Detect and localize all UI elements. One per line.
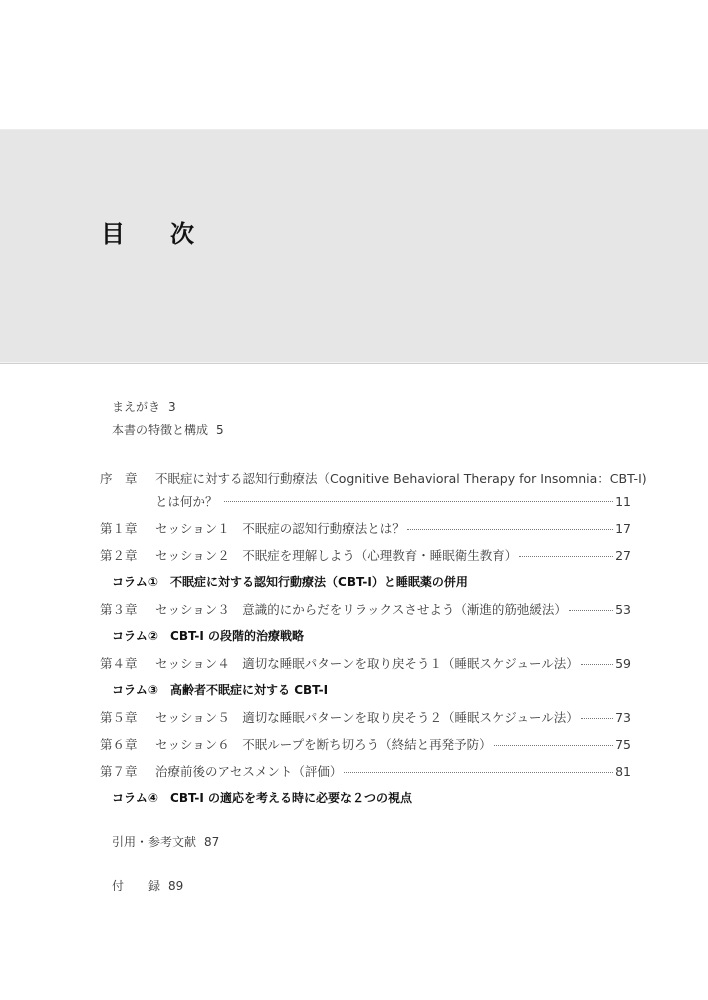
dot-leader [344, 772, 613, 773]
toc-entry-features[interactable] [112, 421, 224, 438]
chapter-title: セッション６ 不眠ループを断ち切ろう（終結と再発予防） [155, 737, 492, 752]
chapter-label: 第５章 [100, 710, 138, 725]
dot-leader [519, 556, 613, 557]
page-number: 27 [615, 548, 631, 563]
chapter-title: セッション２ 不眠症を理解しよう（心理教育・睡眠衛生教育） [155, 548, 518, 563]
entry-title: 付 録 [112, 879, 161, 893]
chapter-title: セッション５ 適切な睡眠パターンを取り戻そう２（睡眠スケジュール法） [155, 710, 579, 725]
entry-title: まえがき [112, 400, 161, 414]
chapter-title: セッション４ 適切な睡眠パターンを取り戻そう１（睡眠スケジュール法） [155, 656, 579, 671]
column-label: コラム③ [112, 683, 159, 697]
toc-column-2[interactable] [112, 627, 304, 644]
column-title: 高齢者不眠症に対する CBT-I [170, 683, 329, 697]
chapter-label: 序 章 [100, 471, 138, 486]
toc-entry-prologue-cont[interactable] [155, 492, 631, 510]
entry-title: 本書の特徴と構成 [112, 423, 209, 437]
chapter-label: 第４章 [100, 656, 138, 671]
toc-entry-appendix[interactable] [112, 877, 183, 894]
chapter-label: 第７章 [100, 764, 138, 779]
toc-entry-preface[interactable] [112, 398, 176, 415]
chapter-title: セッション１ 不眠症の認知行動療法とは？ [155, 521, 405, 536]
column-title: CBT-I の適応を考える時に必要な２つの視点 [170, 791, 413, 805]
dot-leader [494, 745, 613, 746]
chapter-label: 第６章 [100, 737, 138, 752]
page-number: 11 [615, 494, 631, 509]
column-title: 不眠症に対する認知行動療法（CBT-I）と睡眠薬の併用 [170, 575, 468, 589]
page-title-char-1: 目 [101, 220, 125, 248]
toc-entry-chapter-4[interactable] [100, 654, 631, 672]
page-number: 73 [615, 710, 631, 725]
page-number: 5 [216, 423, 224, 437]
title-band-rule [0, 363, 708, 364]
page-number: 3 [168, 400, 176, 414]
chapter-title: 治療前後のアセスメント（評価） [155, 764, 343, 779]
column-label: コラム② [112, 629, 159, 643]
chapter-label: 第２章 [100, 548, 138, 563]
toc-column-4[interactable] [112, 789, 412, 806]
chapter-title: セッション３ 意識的にからだをリラックスさせよう（漸進的筋弛緩法） [155, 602, 567, 617]
dot-leader [569, 610, 613, 611]
column-label: コラム④ [112, 791, 159, 805]
chapter-label: 第３章 [100, 602, 138, 617]
toc-entry-chapter-3[interactable] [100, 600, 631, 618]
page-number: 75 [615, 737, 631, 752]
toc-entry-chapter-5[interactable] [100, 708, 631, 726]
toc-entry-chapter-2[interactable] [100, 546, 631, 564]
dot-leader [407, 529, 613, 530]
dot-leader [581, 718, 613, 719]
entry-title: 引用・参考文献 [112, 835, 197, 849]
dot-leader [581, 664, 613, 665]
page-number: 59 [615, 656, 631, 671]
dot-leader [224, 501, 614, 502]
chapter-title-cont: とは何か？ [155, 494, 218, 509]
toc-column-3[interactable] [112, 681, 328, 698]
chapter-title: 不眠症に対する認知行動療法（Cognitive Behavioral Therapy for Insomnia：CBT-I) [155, 471, 647, 486]
toc-entry-chapter-6[interactable] [100, 735, 631, 753]
page-number: 87 [204, 835, 220, 849]
column-title: CBT-I の段階的治療戦略 [170, 629, 305, 643]
toc-entry-references[interactable] [112, 833, 219, 850]
toc-entry-chapter-7[interactable] [100, 762, 631, 780]
column-label: コラム① [112, 575, 159, 589]
page-number: 81 [615, 764, 631, 779]
page-number: 17 [615, 521, 631, 536]
page-number: 53 [615, 602, 631, 617]
toc-column-1[interactable] [112, 573, 468, 590]
page-title-char-2: 次 [170, 220, 194, 248]
toc-entry-prologue[interactable] [100, 469, 647, 487]
page-title [101, 214, 194, 249]
page-number: 89 [168, 879, 184, 893]
chapter-label: 第１章 [100, 521, 138, 536]
toc-entry-chapter-1[interactable] [100, 519, 631, 537]
